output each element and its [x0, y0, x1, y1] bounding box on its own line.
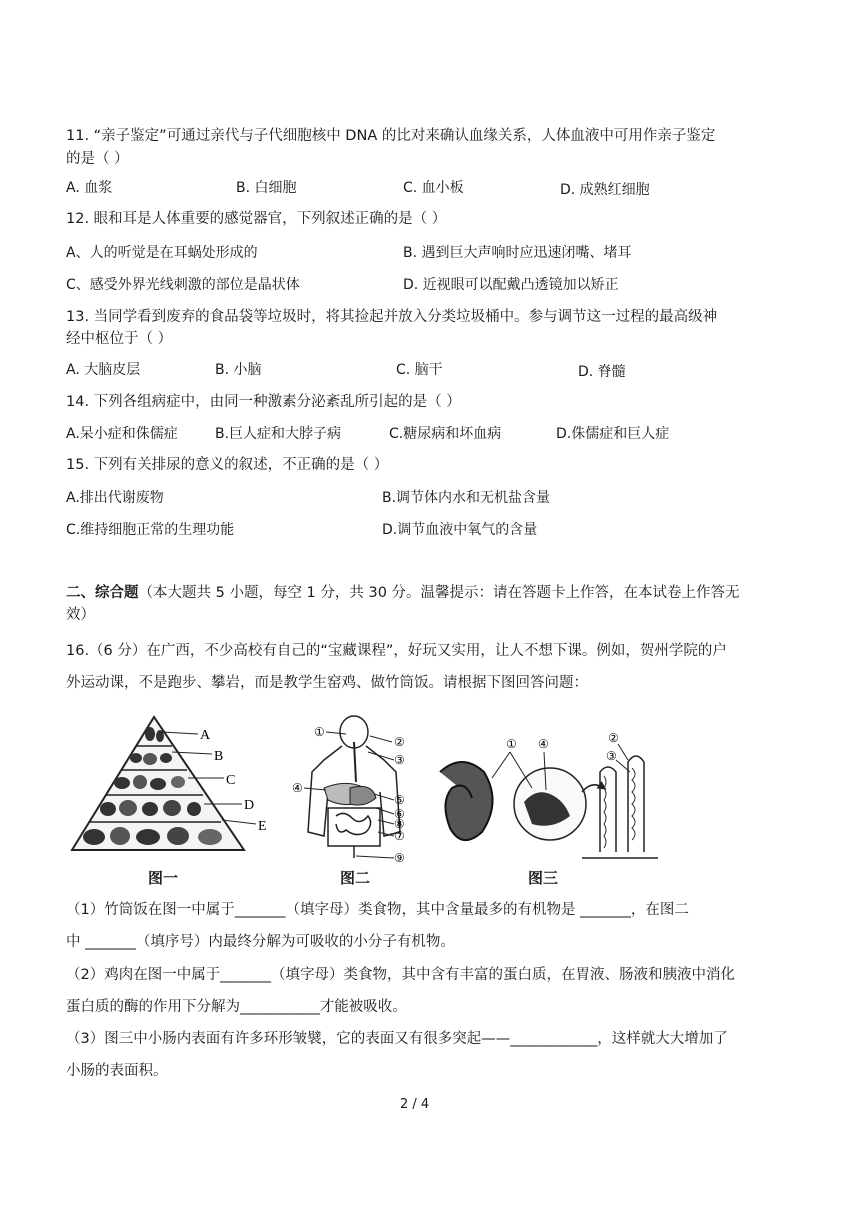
figure-1-food-pyramid — [66, 712, 296, 862]
fig2-label-9: ⑨ — [394, 851, 405, 865]
fig2-label-4: ④ — [292, 781, 303, 795]
fig2-label-8: ⑧ — [394, 817, 405, 831]
q14-stem: 14. 下列各组病症中，由同一种激素分泌紊乱所引起的是（ ） — [66, 394, 461, 410]
figure-2-caption: 图二 — [340, 869, 371, 887]
q13-stem-line2: 经中枢位于（ ） — [66, 331, 173, 347]
fig1-label-d: D — [244, 798, 255, 813]
section2-heading: 二、综合题 — [66, 585, 139, 601]
fig1-label-c: C — [226, 773, 236, 788]
q16-sub2-line1: （2）鸡肉在图一中属于_______（填字母）类食物，其中含有丰富的蛋白质，在胃液、肠液和胰液中消化 — [66, 967, 735, 983]
q12-option-d: D. 近视眼可以配戴凸透镜加以矫正 — [403, 277, 619, 293]
q13-option-c: C. 脑干 — [396, 362, 443, 378]
q11-option-a: A. 血浆 — [66, 180, 113, 196]
fig2-label-3: ③ — [394, 753, 405, 767]
q15-stem: 15. 下列有关排尿的意义的叙述，不正确的是（ ） — [66, 457, 389, 473]
q12-option-a: A、人的听觉是在耳蜗处形成的 — [66, 245, 258, 261]
q16-sub3-line1: （3）图三中小肠内表面有许多环形皱襞，它的表面又有很多突起——____________，这样就大大增加了 — [66, 1031, 728, 1047]
figure-2-digestive-system — [284, 712, 424, 868]
q13-option-a: A. 大脑皮层 — [66, 362, 141, 378]
q16-sub3-line2: 小肠的表面积。 — [66, 1063, 168, 1079]
q11-option-c: C. 血小板 — [403, 180, 464, 196]
fig2-label-1: ① — [314, 725, 325, 739]
q16-intro-line1: 16.（6 分）在广西，不少高校有自己的“宝藏课程”，好玩又实用，让人不想下课。例如，贺州学院的户 — [66, 643, 727, 659]
q16-intro-line2: 外运动课，不是跑步、攀岩，而是教学生窑鸡、做竹筒饭。请根据下图回答问题： — [66, 675, 588, 691]
figure-1-caption: 图一 — [148, 869, 179, 887]
q15-option-a: A.排出代谢废物 — [66, 490, 164, 506]
fig1-label-a: A — [200, 728, 211, 743]
q15-option-d: D.调节血液中氧气的含量 — [382, 522, 538, 538]
fig3-label-4: ④ — [538, 737, 549, 751]
q13-option-b: B. 小脑 — [215, 362, 262, 378]
q16-sub1-line2: 中 _______（填序号）内最终分解为可吸收的小分子有机物。 — [66, 934, 455, 950]
q11-option-b: B. 白细胞 — [236, 180, 297, 196]
section2-heading-line — [66, 583, 740, 603]
fig2-label-5: ⑤ — [394, 793, 405, 807]
fig2-label-6: ⑥ — [394, 807, 405, 821]
section2-note: （本大题共 5 小题，每空 1 分，共 30 分。温馨提示：请在答题卡上作答，在本试卷上作答无 — [138, 585, 740, 601]
q14-option-d: D.侏儒症和巨人症 — [556, 426, 670, 442]
page-number: 2 / 4 — [400, 1097, 430, 1112]
q14-option-c: C.糖尿病和坏血病 — [389, 426, 502, 442]
fig3-label-2: ② — [608, 732, 619, 745]
q14-option-a: A.呆小症和侏儒症 — [66, 426, 178, 442]
q12-option-b: B. 遇到巨大声响时应迅速闭嘴、堵耳 — [403, 245, 632, 261]
fig2-label-2: ② — [394, 735, 405, 749]
figure-3-small-intestine — [432, 732, 662, 867]
q13-option-d: D. 脊髓 — [578, 364, 626, 380]
figure-3-caption: 图三 — [528, 869, 559, 887]
q12-stem: 12. 眼和耳是人体重要的感觉器官，下列叙述正确的是（ ） — [66, 211, 447, 227]
fig1-label-e: E — [258, 819, 267, 834]
fig1-label-b: B — [214, 749, 224, 764]
q11-option-d: D. 成熟红细胞 — [560, 182, 650, 198]
section2-note-line2: 效） — [66, 607, 95, 623]
fig3-label-1: ① — [506, 737, 517, 751]
q11-stem-line1: 11. “亲子鉴定”可通过亲代与子代细胞核中 DNA 的比对来确认血缘关系，人体血液中可用作亲子鉴定 — [66, 128, 716, 144]
q15-option-c: C.维持细胞正常的生理功能 — [66, 522, 235, 538]
q13-stem-line1: 13. 当同学看到废弃的食品袋等垃圾时，将其捡起并放入分类垃圾桶中。参与调节这一过程的最高级神 — [66, 309, 718, 325]
q14-option-b: B.巨人症和大脖子病 — [215, 426, 342, 442]
q16-sub2-line2: 蛋白质的酶的作用下分解为___________才能被吸收。 — [66, 999, 407, 1015]
q12-option-c: C、感受外界光线刺激的部位是晶状体 — [66, 277, 300, 293]
q15-option-b: B.调节体内水和无机盐含量 — [382, 490, 551, 506]
q16-sub1-line1: （1）竹筒饭在图一中属于_______（填字母）类食物，其中含量最多的有机物是 _______，在图二 — [66, 902, 689, 918]
fig3-label-3: ③ — [606, 749, 617, 763]
q11-stem-line2: 的是（ ） — [66, 151, 129, 167]
fig2-label-7: ⑦ — [394, 829, 405, 843]
